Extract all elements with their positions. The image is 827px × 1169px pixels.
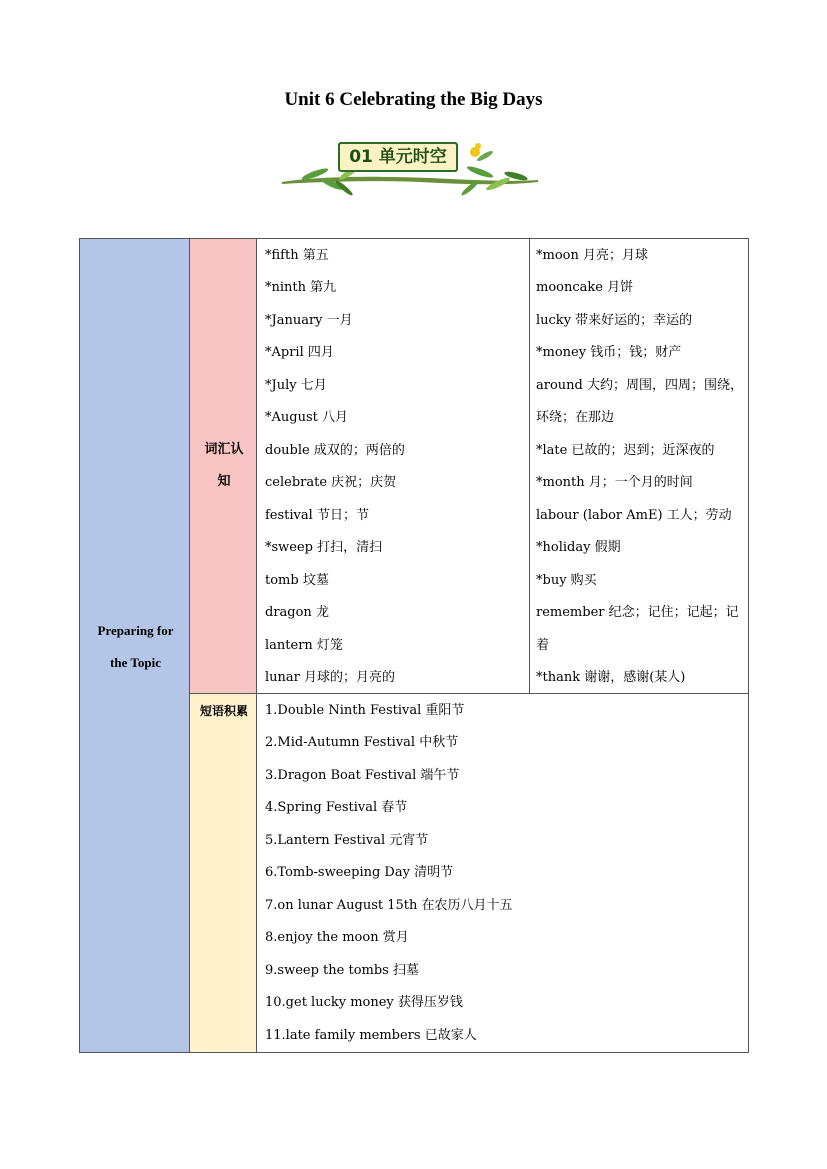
vocab-item: *late 已故的；迟到；近深夜的: [536, 443, 715, 458]
vocab-item: dragon 龙: [265, 605, 329, 620]
topic-label: Preparing for the Topic: [97, 623, 174, 670]
vocab-item: *fifth 第五: [265, 248, 329, 263]
topic-cell: [79, 238, 190, 1053]
vocab-item: mooncake 月饼: [536, 280, 634, 295]
vocab-item: *buy 购买: [536, 573, 597, 588]
page-title: Unit 6 Celebrating the Big Days: [284, 89, 543, 110]
vocab-item: *moon 月亮；月球: [536, 248, 648, 263]
phrase-item: 5.Lantern Festival 元宵节: [265, 833, 429, 848]
phrase-item: 4.Spring Festival 春节: [265, 800, 408, 815]
vocab-item: celebrate 庆祝；庆贺: [265, 475, 397, 490]
vocabulary-table: [79, 238, 749, 1053]
section-banner: [280, 132, 540, 198]
vocab-item: remember 纪念；记住；记起；记: [536, 605, 739, 620]
phrase-header-label: 短语积累: [199, 704, 248, 718]
phrase-item: 6.Tomb-sweeping Day 清明节: [265, 865, 454, 880]
banner-box: [338, 142, 458, 172]
vocab-item: *ninth 第九: [265, 280, 337, 295]
vocab-left-cell: [256, 238, 530, 694]
vocab-item: *holiday 假期: [536, 540, 621, 555]
phrase-list-cell: [256, 693, 749, 1053]
vocab-item: labour (labor AmE) 工人；劳动: [536, 508, 732, 523]
phrase-item: 7.on lunar August 15th 在农历八月十五: [265, 898, 513, 913]
vocab-item: *thank 谢谢，感谢(某人): [536, 670, 686, 685]
vocab-item: *August 八月: [265, 410, 348, 425]
vocab-item: lunar 月球的；月亮的: [265, 670, 396, 685]
vocab-item: 着: [536, 638, 550, 653]
phrase-item: 10.get lucky money 获得压岁钱: [265, 995, 463, 1010]
vocab-item: *money 钱币；钱；财产: [536, 345, 682, 360]
vocab-item: *July 七月: [265, 378, 327, 393]
vocab-item: around 大约；周围，四周；围绕，: [536, 378, 743, 393]
phrase-item: 3.Dragon Boat Festival 端午节: [265, 768, 460, 783]
banner-label: 01 单元时空: [349, 147, 447, 167]
vocab-item: lantern 灯笼: [265, 638, 343, 653]
vocab-header-label: 词汇认 知: [204, 442, 244, 489]
phrase-item: 9.sweep the tombs 扫墓: [265, 963, 419, 978]
phrase-item: 11.late family members 已故家人: [265, 1028, 477, 1043]
vocab-item: 环绕；在那边: [536, 410, 615, 425]
phrase-header-cell: [189, 693, 257, 1053]
phrase-item: 8.enjoy the moon 赏月: [265, 930, 409, 945]
vocab-item: lucky 带来好运的；幸运的: [536, 313, 693, 328]
vocab-header-cell: [189, 238, 257, 694]
vocab-item: double 成双的；两倍的: [265, 443, 405, 458]
vocab-right-cell: [529, 238, 749, 694]
phrase-item: 2.Mid-Autumn Festival 中秋节: [265, 735, 459, 750]
phrase-item: 1.Double Ninth Festival 重阳节: [265, 703, 465, 718]
vocab-item: *month 月；一个月的时间: [536, 475, 693, 490]
vocab-item: festival 节日；节: [265, 508, 369, 523]
vocab-item: tomb 坟墓: [265, 573, 329, 588]
vocab-item: *sweep 打扫，清扫: [265, 540, 383, 555]
vocab-item: *January 一月: [265, 313, 353, 328]
vocab-item: *April 四月: [265, 345, 334, 360]
